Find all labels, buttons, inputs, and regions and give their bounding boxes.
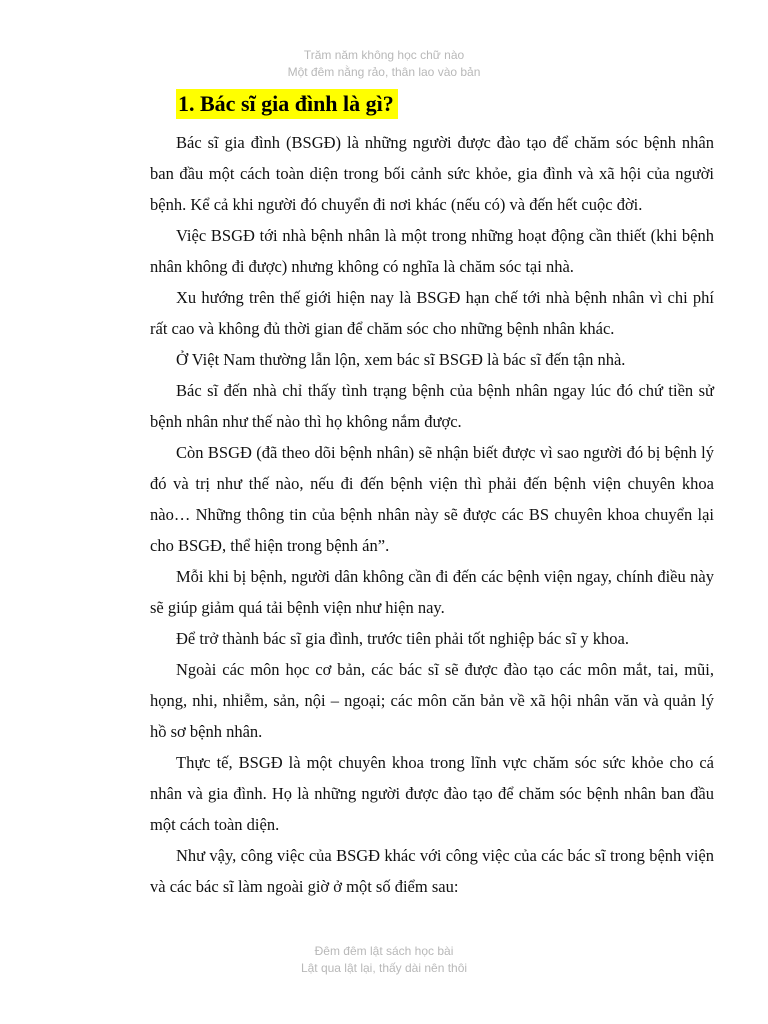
paragraph: Như vậy, công việc của BSGĐ khác với công việc của các bác sĩ trong bệnh viện và các bác sĩ làm ngoài giờ ở một số điểm sau:: [150, 846, 714, 896]
header-line-1: Trăm năm không học chữ nào: [303, 48, 465, 62]
paragraph: Bác sĩ đến nhà chỉ thấy tình trạng bệnh của bệnh nhân ngay lúc đó chứ tiền sử bệnh nhân như thế nào thì họ không nắm được.: [150, 381, 714, 431]
header-line-2: Một đêm nằng rảo, thân lao vào bản: [287, 65, 481, 79]
paragraph: Mỗi khi bị bệnh, người dân không cần đi đến các bệnh viện ngay, chính điều này sẽ giúp giảm quá tải bệnh viện như hiện nay.: [150, 567, 714, 617]
paragraph: Xu hướng trên thế giới hiện nay là BSGĐ hạn chế tới nhà bệnh nhân vì chi phí rất cao và không đủ thời gian để chăm sóc cho những bệnh nhân khác.: [150, 288, 714, 338]
section-title-wrapper: [176, 89, 398, 119]
page-footer: [0, 943, 768, 977]
paragraph: Ở Việt Nam thường lẫn lộn, xem bác sĩ BSGĐ là bác sĩ đến tận nhà.: [176, 350, 626, 369]
document-body: [150, 127, 714, 902]
section-title: 1. Bác sĩ gia đình là gì?: [176, 89, 398, 119]
paragraph: Việc BSGĐ tới nhà bệnh nhân là một trong những hoạt động cần thiết (khi bệnh nhân không đi được) nhưng không có nghĩa là chăm sóc tại nhà.: [150, 226, 714, 276]
paragraph: Bác sĩ gia đình (BSGĐ) là những người được đào tạo để chăm sóc bệnh nhân ban đầu một cách toàn diện trong bối cảnh sức khỏe, gia đình và xã hội của người bệnh. Kể cả khi người đó chuyển đi nơi khác (nếu có) và đến hết cuộc đời.: [150, 133, 714, 214]
page-header: [0, 47, 768, 81]
paragraph: Ngoài các môn học cơ bản, các bác sĩ sẽ được đào tạo các môn mắt, tai, mũi, họng, nhi, nhiễm, sản, nội – ngoại; các môn căn bản về xã hội nhân văn và quản lý hồ sơ bệnh nhân.: [150, 660, 714, 741]
footer-line-2: Lật qua lật lại, thấy dài nên thôi: [300, 961, 468, 975]
paragraph: Còn BSGĐ (đã theo dõi bệnh nhân) sẽ nhận biết được vì sao người đó bị bệnh lý đó và trị như thế nào, nếu đi đến bệnh viện thì phải đến bệnh viện chuyên khoa nào… Những thông tin của bệnh nhân này sẽ được các BS chuyên khoa chuyển lại cho BSGĐ, thể hiện trong bệnh án”.: [150, 443, 714, 555]
paragraph: Thực tế, BSGĐ là một chuyên khoa trong lĩnh vực chăm sóc sức khỏe cho cá nhân và gia đình. Họ là những người được đào tạo để chăm sóc bệnh nhân ban đầu một cách toàn diện.: [150, 753, 714, 834]
footer-line-1: Đêm đêm lật sách học bài: [314, 944, 454, 958]
paragraph: Để trở thành bác sĩ gia đình, trước tiên phải tốt nghiệp bác sĩ y khoa.: [176, 629, 629, 648]
